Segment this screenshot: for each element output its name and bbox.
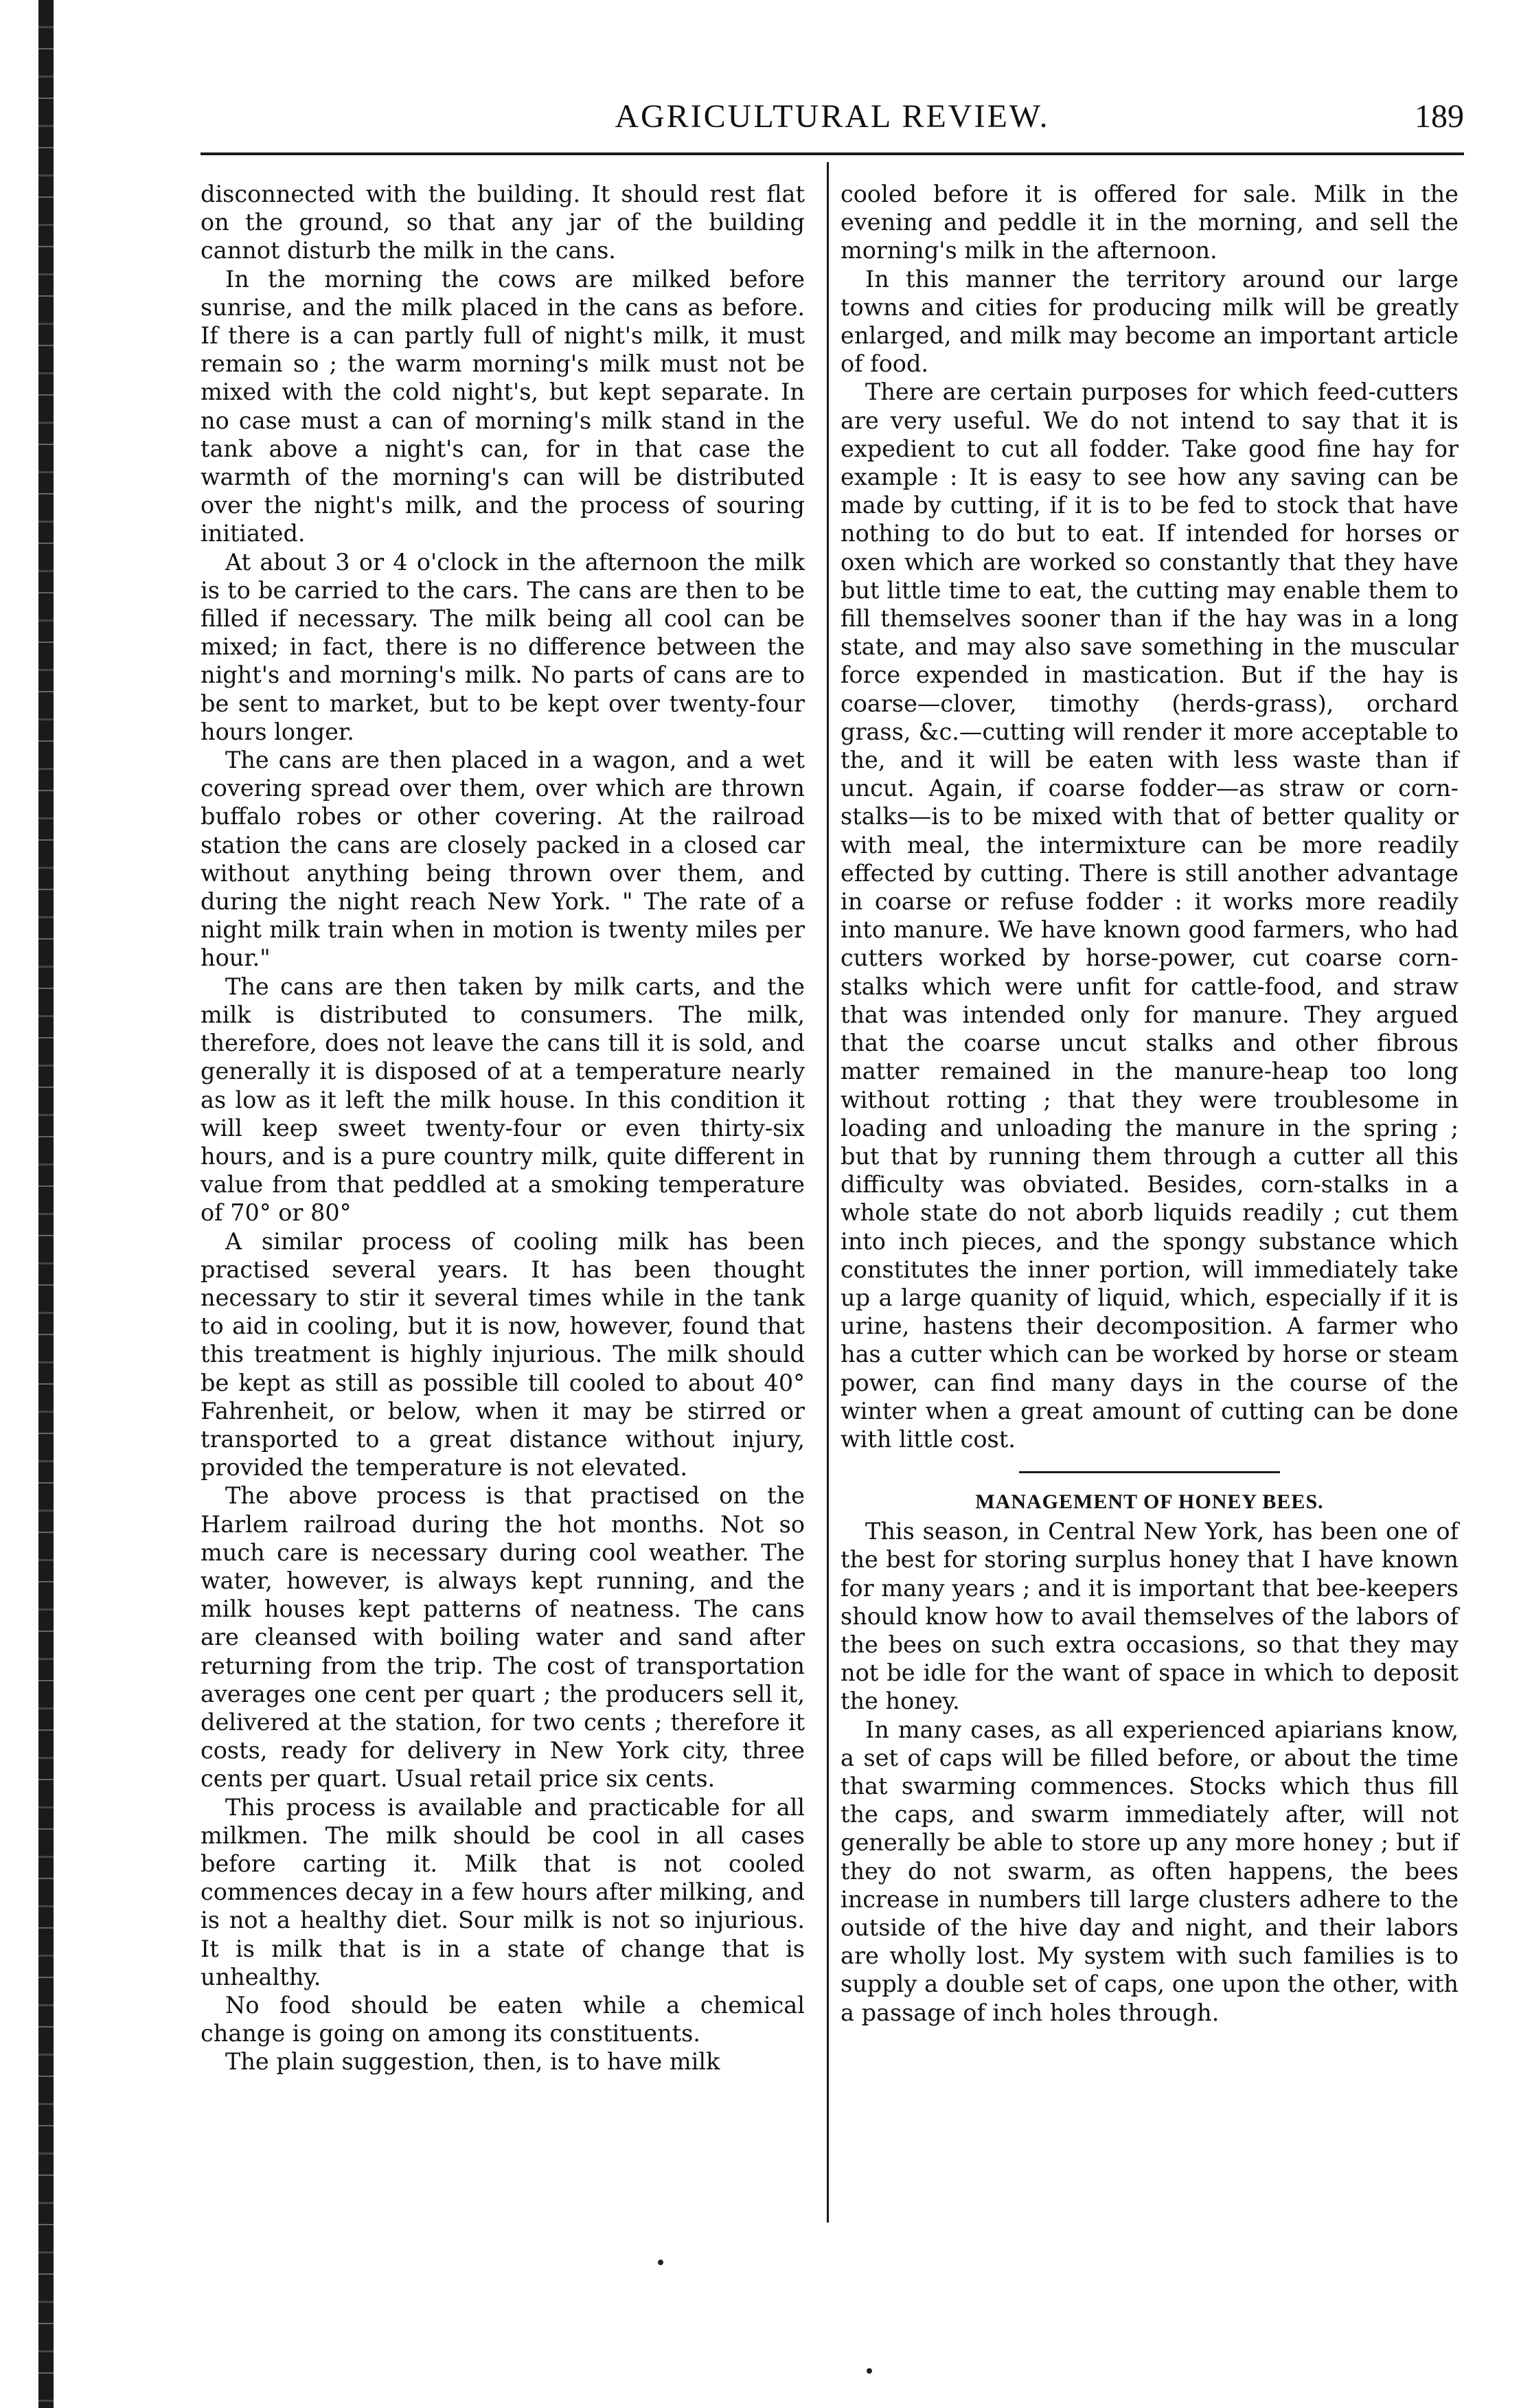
section-heading: MANAGEMENT OF HONEY BEES. [975, 1490, 1324, 1514]
section-divider [1019, 1471, 1280, 1473]
paragraph: In this manner the territory around our large towns and cities for producing milk will be greatly enlarged, and milk may become an important article of food. [841, 265, 1459, 378]
paragraph: A similar process of cooling milk has been practised several years. It has been thought necessary to stir it several times while in the tank to aid in cooling, but it is now, however, found that this treatment is highly injurious. The milk should be kept as still as possible till cooled to about 40° Fahrenheit, or below, when it may be stirred or transported to a great distance without injury, provided the temperature is not elevated. [201, 1227, 805, 1481]
page-number: 189 [1415, 98, 1464, 135]
paragraph: The cans are then taken by milk carts, and the milk is distributed to consumers. The milk, therefore, does not leave the cans till it is sold, and generally it is disposed of at a temperature nearly as low as it left the milk house. In this condition it will keep sweet twenty-four or even thirty-six hours, and is a pure country milk, quite different in value from that peddled at a smoking temperature of 70° or 80° [201, 973, 805, 1227]
paragraph: This season, in Central New York, has been one of the best for storing surplus honey that I have known for many years ; and it is important that bee-keepers should know how to avail themselves of the labors of the bees on such extra occasions, so that they may not be idle for the want of space in which to deposit the honey. [841, 1518, 1459, 1715]
running-header [201, 96, 1464, 137]
paragraph: cooled before it is offered for sale. Milk in the evening and peddle it in the morning, and sell the morning's milk in the afternoon. [841, 181, 1459, 264]
paragraph: There are certain purposes for which feed-cutters are very useful. We do not intend to say that it is expedient to cut all fodder. Take good fine hay for example : It is easy to see how any saving can be made by cutting, if it is to be fed to stock that have nothing to do but to eat. If intended for horses or oxen which are worked so constantly that they have but little time to eat, the cutting may enable them to fill themselves sooner than if the hay was in a long state, and may also save something in the muscular force expended in mastication. But if the hay is coarse—clover, timothy (herds-grass), orchard grass, &c.—cutting will render it more acceptable to the, and it will be eaten with less waste than if uncut. Again, if coarse fodder—as straw or corn-stalks—is to be mixed with that of better quality or with meal, the intermixture can be more readily effected by cutting. There is still another advantage in coarse or refuse fodder : it works more readily into manure. We have known good farmers, who had cutters worked by horse-power, cut coarse corn-stalks which were unfit for cattle-food, and straw that was intended only for manure. They argued that the coarse uncut stalks and other fibrous matter remained in the manure-heap too long without rotting ; that they were troublesome in loading and unloading the manure in the spring ; but that by running them through a cutter all this difficulty was obviated. Besides, corn-stalks in a whole state do not aborb liquids readily ; cut them into inch pieces, and the spongy substance which constitutes the inner portion, will immediately take up a large quanity of liquid, which, especially if it is urine, hastens their decomposition. A farmer who has a cutter which can be worked by horse or steam power, can find many days in the course of the winter when a great amount of cutting can be done with little cost. [841, 378, 1459, 1453]
paragraph: In the morning the cows are milked before sunrise, and the milk placed in the cans as before. If there is a can partly full of night's milk, it must remain so ; the warm morning's milk must not be mixed with the cold night's, but kept separate. In no case must a can of morning's milk stand in the tank above a night's can, for in that case the warmth of the morning's can will be distributed over the night's milk, and the process of souring initiated. [201, 265, 805, 547]
paragraph: The cans are then placed in a wagon, and a wet covering spread over them, over which are thrown buffalo robes or other covering. At the railroad station the cans are closely packed in a closed car without anything being thrown over them, and during the night reach New York. " The rate of a night milk train when in motion is twenty miles per hour." [201, 747, 805, 972]
paragraph: In many cases, as all experienced apiarians know, a set of caps will be filled before, or about the time that swarming commences. Stocks which thus fill the caps, and swarm immediately after, will not generally be able to store up any more honey ; but if they do not swarm, as often happens, the bees increase in numbers till large clusters adhere to the outside of the hive day and night, and their labors are wholly lost. My system with such families is to supply a double set of caps, one upon the other, with a passage of inch holes through. [841, 1716, 1459, 2026]
paragraph: At about 3 or 4 o'clock in the afternoon the milk is to be carried to the cars. The cans are then to be filled if necessary. The milk being all cool can be mixed; in fact, there is no difference between the night's and morning's milk. No parts of cans are to be sent to market, but to be kept over twenty-four hours longer. [201, 548, 805, 745]
running-title: AGRICULTURAL REVIEW. [615, 98, 1050, 135]
paragraph: This process is available and practicable for all milkmen. The milk should be cool in all cases before carting it. Milk that is not cooled commences decay in a few hours after milking, and is not a healthy diet. Sour milk is not so injurious. It is milk that is in a state of change that is unhealthy. [201, 1793, 805, 1990]
paragraph: The above process is that practised on the Harlem railroad during the hot months. Not so much care is necessary during cool weather. The water, however, is always kept running, and the milk houses kept patterns of neatness. The cans are cleansed with boiling water and sand after returning from the trip. The cost of transportation averages one cent per quart ; the producers sell it, delivered at the station, for two cents ; therefore it costs, ready for delivery in New York city, three cents per quart. Usual retail price six cents. [201, 1482, 805, 1793]
paragraph: No food should be eaten while a chemical change is going on among its constituents. [201, 1992, 805, 2047]
paragraph: The plain suggestion, then, is to have milk [225, 2048, 720, 2076]
paragraph: disconnected with the building. It should rest flat on the ground, so that any jar of the building cannot disturb the milk in the cans. [201, 181, 805, 264]
print-speck [867, 2368, 872, 2374]
column-rule [827, 162, 829, 2223]
binding-edge [38, 0, 54, 2408]
left-column [201, 180, 805, 2076]
right-column [841, 180, 1459, 2027]
print-speck [658, 2260, 663, 2265]
header-rule [201, 152, 1464, 155]
